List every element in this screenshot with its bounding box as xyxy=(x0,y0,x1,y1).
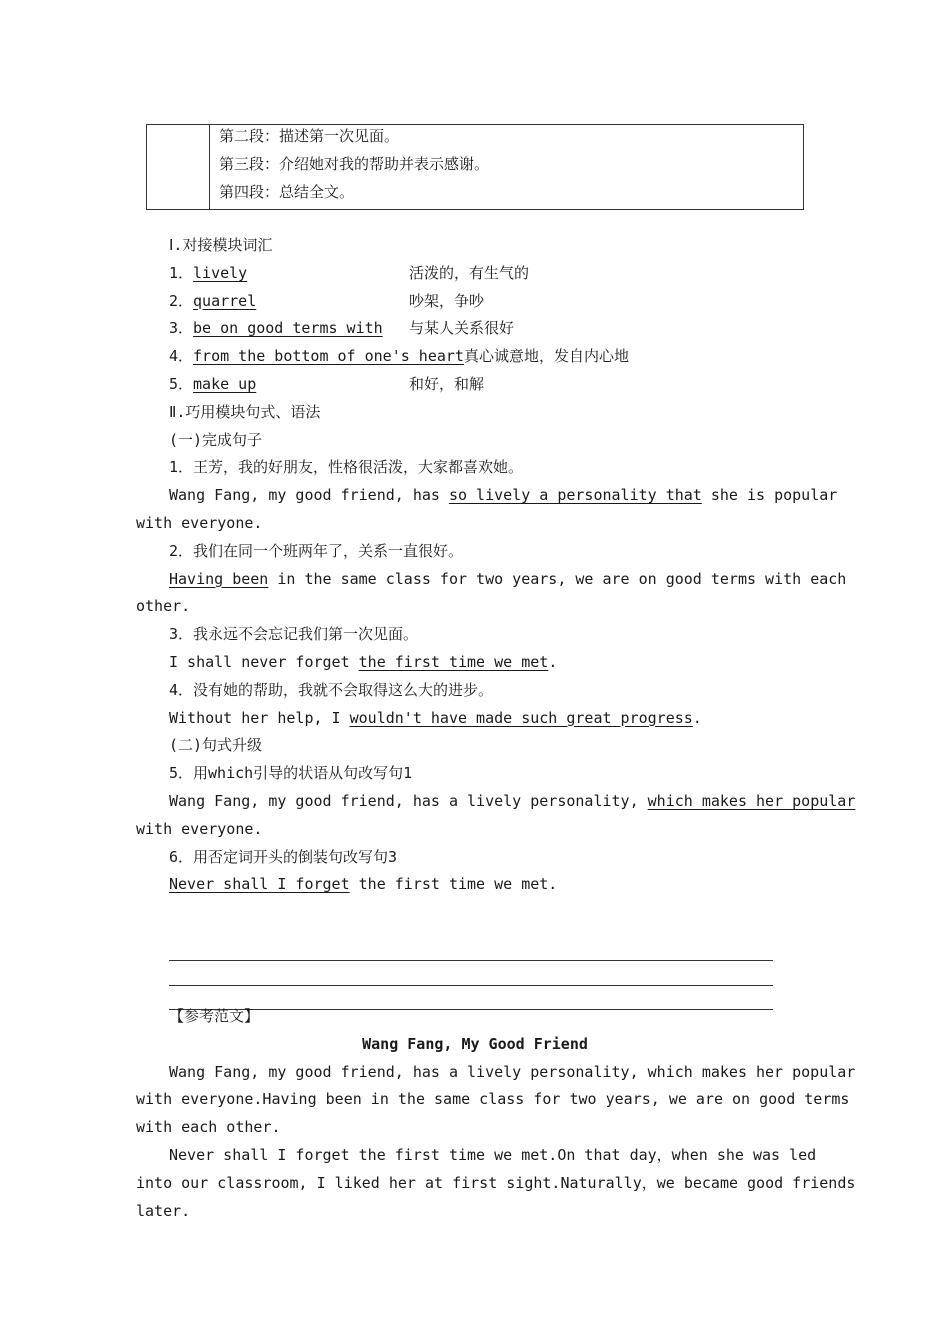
q5-text-pre: Wang Fang, my good friend, has a lively personality, xyxy=(169,791,648,810)
essay-p1-line3: with each other. xyxy=(136,1118,281,1137)
q1-text-pre: Wang Fang, my good friend, has xyxy=(169,486,449,505)
outline-row-3: 第三段：介绍她对我的帮助并表示感谢。 xyxy=(219,155,490,173)
q2-continuation: other. xyxy=(136,597,191,616)
essay-p1-line2: with everyone.Having been in the same class for two years, we are on good terms xyxy=(136,1090,850,1109)
q6-text-post: the first time we met. xyxy=(349,875,558,894)
writing-line xyxy=(169,936,773,961)
essay-p2-line3: later. xyxy=(136,1201,191,1220)
q1-answer: so lively a personality that xyxy=(448,486,702,505)
q6-prompt: 6．用否定词开头的倒装句改写句3 xyxy=(169,847,398,866)
q6-answer: Never shall I forget xyxy=(169,875,350,894)
vocab-item-3 xyxy=(0,315,950,343)
vocab-num: 5． xyxy=(169,374,194,393)
vocab-meaning: 活泼的，有生气的 xyxy=(409,263,530,282)
q4-text-post: . xyxy=(692,708,702,727)
exercise-content xyxy=(0,232,950,899)
vocab-item-5 xyxy=(0,371,950,399)
vocab-answer: from the bottom of one's heart xyxy=(193,347,464,366)
q5-continuation: with everyone. xyxy=(136,819,263,838)
subsection1-heading: (一)完成句子 xyxy=(169,430,263,449)
outline-row-4: 第四段：总结全文。 xyxy=(219,183,355,201)
essay-title: Wang Fang, My Good Friend xyxy=(362,1034,588,1053)
outline-row-2: 第二段：描述第一次见面。 xyxy=(219,127,400,145)
vocab-meaning: 和好，和解 xyxy=(409,374,485,393)
outline-cell xyxy=(219,122,797,206)
vocab-item-2 xyxy=(0,288,950,316)
q4-text-pre: Without her help, I xyxy=(169,708,350,727)
vocab-meaning: 吵架，争吵 xyxy=(409,291,485,310)
vocab-answer: quarrel xyxy=(193,291,257,310)
q4-answer: wouldn't have made such great progress xyxy=(349,708,693,727)
essay-label: 【参考范文】 xyxy=(169,1007,260,1025)
subsection2-heading: (二)句式升级 xyxy=(169,736,263,755)
q3-prompt: 3．我永远不会忘记我们第一次见面。 xyxy=(169,625,419,644)
q4-prompt: 4．没有她的帮助，我就不会取得这么大的进步。 xyxy=(169,680,494,699)
q3-answer: the first time we met xyxy=(358,652,549,671)
q1-prompt: 1．王芳，我的好朋友，性格很活泼，大家都喜欢她。 xyxy=(169,458,524,477)
q6-answer-line xyxy=(0,871,950,899)
writing-line xyxy=(169,961,773,986)
writing-lines xyxy=(169,936,773,1010)
essay-p1-line1: Wang Fang, my good friend, has a lively personality, which makes her popular xyxy=(169,1062,856,1081)
vocab-num: 2． xyxy=(169,291,194,310)
q1-text-post: she is popular xyxy=(701,486,838,505)
vocab-num: 4． xyxy=(169,347,194,366)
vocab-answer: make up xyxy=(193,374,257,393)
sample-essay xyxy=(0,1003,950,1225)
vocab-item-4 xyxy=(0,343,950,371)
essay-p2-line2: into our classroom, I liked her at first sight.Naturally，we became good friends xyxy=(136,1173,856,1192)
vocab-num: 3． xyxy=(169,319,194,338)
vocab-item-1 xyxy=(0,260,950,288)
outline-table xyxy=(146,124,804,210)
q1-answer-line xyxy=(0,482,950,510)
q2-answer: Having been xyxy=(169,569,269,588)
q4-answer-line xyxy=(0,705,950,733)
q5-answer-line xyxy=(0,788,950,816)
vocab-num: 1． xyxy=(169,263,194,282)
vocab-answer: be on good terms with xyxy=(193,319,383,338)
q2-answer-line xyxy=(0,566,950,594)
q5-answer: which makes her popular xyxy=(647,791,856,810)
vocab-answer: lively xyxy=(193,263,248,282)
essay-p2-line1: Never shall I forget the first time we met.On that day，when she was led xyxy=(169,1145,817,1164)
vocab-meaning: 真心诚意地，发自内心地 xyxy=(463,347,629,366)
q2-text-post: in the same class for two years, we are on good terms with each xyxy=(268,569,847,588)
section2-heading: Ⅱ.巧用模块句式、语法 xyxy=(169,402,321,421)
q3-text-pre: I shall never forget xyxy=(169,652,359,671)
q3-text-post: . xyxy=(548,652,558,671)
vocab-meaning: 与某人关系很好 xyxy=(409,319,515,338)
q3-answer-line xyxy=(0,649,950,677)
q1-continuation: with everyone. xyxy=(136,513,263,532)
section1-heading: Ⅰ.对接模块词汇 xyxy=(169,236,273,254)
table-column-divider xyxy=(209,125,210,209)
q2-prompt: 2．我们在同一个班两年了，关系一直很好。 xyxy=(169,541,464,560)
q5-prompt: 5．用which引导的状语从句改写句1 xyxy=(169,764,413,783)
